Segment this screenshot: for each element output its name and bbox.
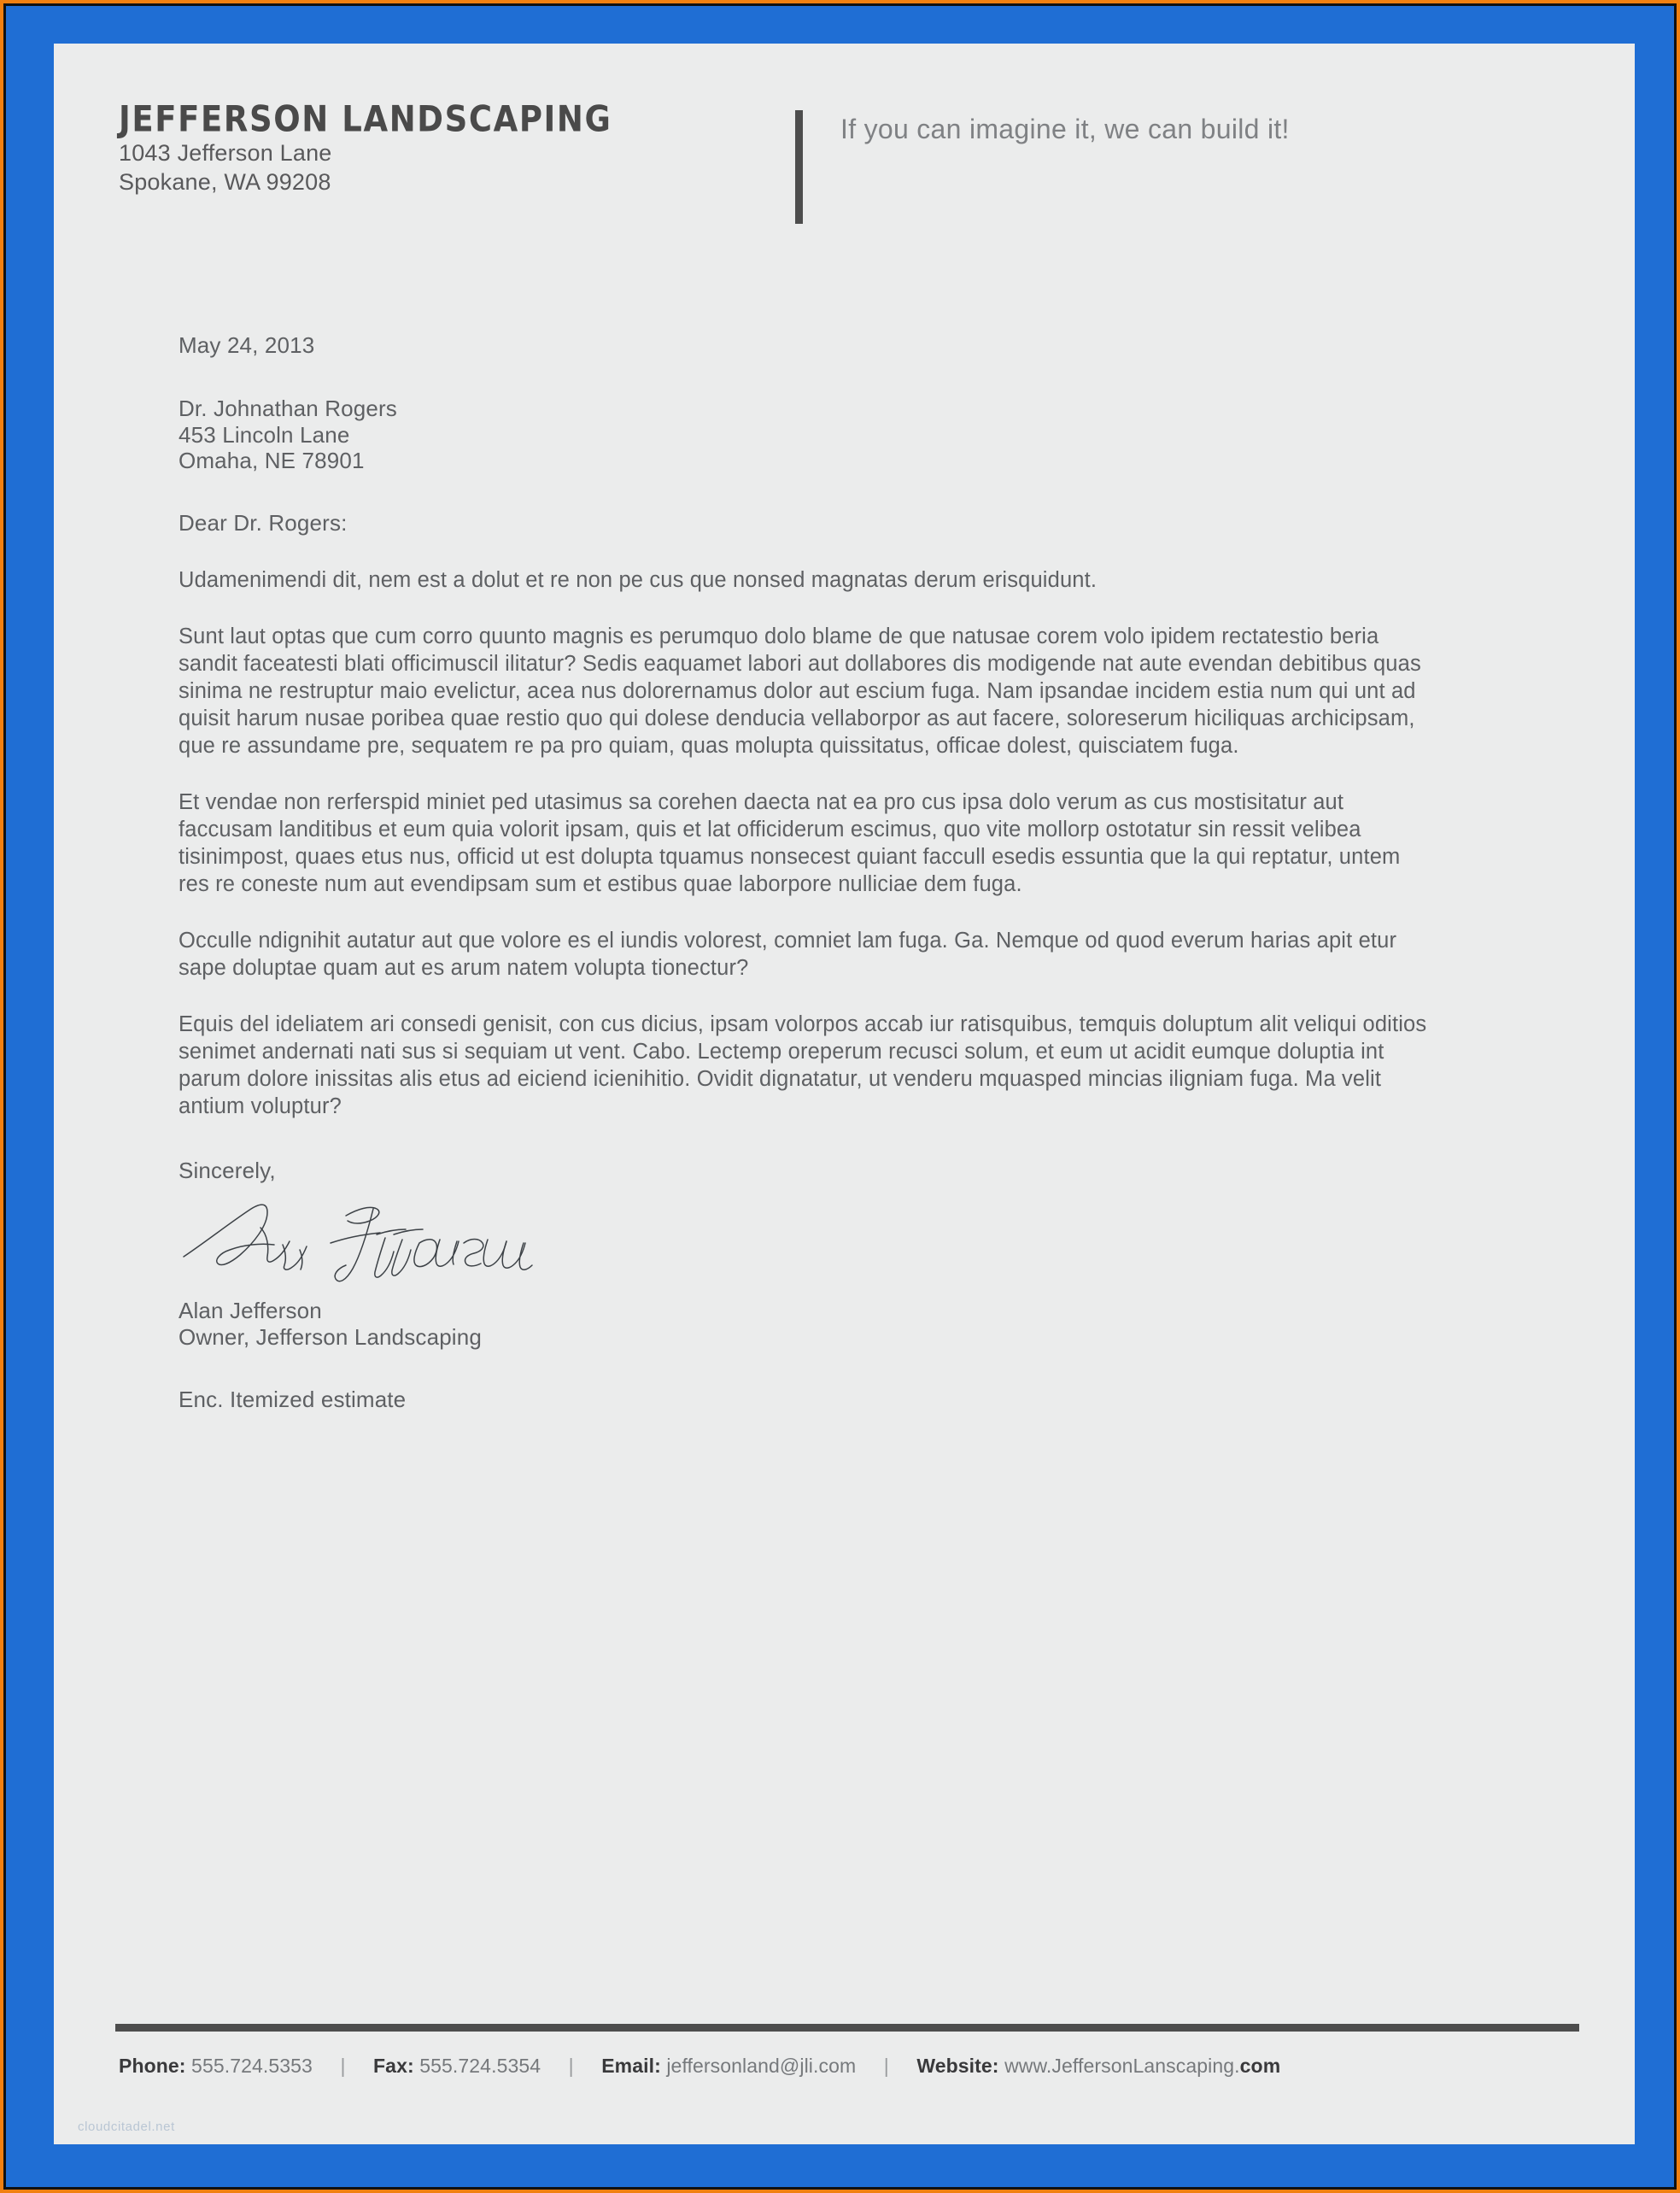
footer-fax: [373, 2055, 541, 2077]
footer-phone: [119, 2055, 313, 2077]
recipient-name: Dr. Johnathan Rogers: [179, 396, 397, 421]
blue-frame-border: [3, 3, 1677, 2190]
footer-fax-value: 555.724.5354: [419, 2055, 541, 2077]
footer-separator-3: |: [883, 2055, 889, 2077]
body-paragraph-3: Et vendae non rerferspid miniet ped utasimus sa corehen daecta nat ea pro cus ipsa dolo verum as cus mostisitatur aut faccusam landitibus et eum quia volorit ipsam, quis et lat officiderum escimus, quo vite mollorp ostotatur sin ressit velibea tisinimpost, quaes etus nus, officid ut est dolupta tquamus nonsecest quiant faccull esedis essuntia que la qui reptatur, untem res re coneste num aut evendipsam sum et estibus quae laborpore nulliciae dem fuga.: [179, 790, 1401, 897]
footer-fax-label: Fax:: [373, 2055, 414, 2077]
footer-email-value[interactable]: jeffersonland@jli.com: [666, 2055, 857, 2077]
letter-date: May 24, 2013: [179, 332, 315, 358]
recipient-address-block: [179, 396, 1436, 474]
signer-title: Owner, Jefferson Landscaping: [179, 1324, 482, 1351]
footer-phone-label: Phone:: [119, 2055, 186, 2077]
footer-email-label: Email:: [601, 2055, 661, 2077]
footer-divider-rule: [115, 2024, 1579, 2032]
company-address-line-1: 1043 Jefferson Lane: [119, 139, 332, 166]
recipient-city-state-zip: Omaha, NE 78901: [179, 448, 365, 474]
letterhead-vertical-divider: [795, 110, 803, 224]
recipient-street: 453 Lincoln Lane: [179, 421, 350, 448]
company-address-line-2: Spokane, WA 99208: [119, 168, 331, 195]
footer-website-value[interactable]: www.JeffersonLanscaping.: [1004, 2055, 1240, 2077]
footer-email[interactable]: [601, 2055, 856, 2077]
signature-image: [179, 1190, 1436, 1293]
body-paragraph-5: Equis del ideliatem ari consedi genisit, con cus dicius, ipsam volorpos accab iur ratisquibus, temquis doluptum alit veliqui oditios senimet andernati nati sus si sequiam ut vent. Cabo. Lectemp oreperum recusci solum, et eum ut acidit eumque doluptia int parum dolore inissitas alis etus ad eiciend icienihitio. Ovidit dignatatur, ut venderu mquasped mincias iligniam fuga. Ma velit antium voluptur?: [179, 1012, 1427, 1119]
footer-separator-2: |: [568, 2055, 574, 2077]
enclosure-note: Enc. Itemized estimate: [179, 1387, 407, 1413]
footer-website[interactable]: [916, 2055, 1280, 2077]
footer-website-label: Website:: [916, 2055, 999, 2077]
source-watermark: cloudcitadel.net: [78, 2120, 175, 2134]
footer-website-tld[interactable]: com: [1239, 2055, 1281, 2077]
signer-name: Alan Jefferson: [179, 1298, 322, 1324]
signer-block: [179, 1298, 1436, 1351]
footer-contact-bar: [119, 2055, 1622, 2078]
company-name: JEFFERSON LANDSCAPING: [119, 98, 612, 140]
letterhead: [119, 98, 1571, 238]
letterhead-company-block: [119, 98, 751, 196]
footer-separator-1: |: [340, 2055, 346, 2077]
company-tagline: If you can imagine it, we can build it!: [840, 114, 1290, 144]
body-paragraph-1: Udamenimendi dit, nem est a dolut et re non pe cus que nonsed magnatas derum erisquidunt.: [179, 568, 1098, 593]
letter-page: [54, 44, 1635, 2144]
body-paragraph-2: Sunt laut optas que cum corro quunto magnis es perumquo dolo blame de que natusae corem volo ipidem rectatestio beria sandit faceatesti blati officimuscil ilitatur? Sedis eaquamet labori aut dollabores dis modigende nat aute evendan debitibus quas sinima ne restruptur maio evelictur, acea nus dolorernamus dolor aut escium fuga. Nam ipsandae incidem estia num qui unt ad quisit harum nusae poribea quae restio quo qui dolese denducia vellaborpor as aut facere, soloreserum hiciliquas archicipsam, que re assundame pre, sequatem re pa pro quiam, quas molupta quissitatus, officae dolest, quisciatem fuga.: [179, 624, 1421, 759]
salutation: Dear Dr. Rogers:: [179, 510, 348, 537]
letter-body: [179, 332, 1436, 1413]
footer-phone-value: 555.724.5353: [191, 2055, 313, 2077]
body-paragraph-4: Occulle ndignihit autatur aut que volore es el iundis volorest, comniet lam fuga. Ga. Nemque od quod everum harias apit etur sape doluptae quam aut es arum natem volupta tionectur?: [179, 929, 1397, 981]
closing-line: Sincerely,: [179, 1158, 276, 1184]
